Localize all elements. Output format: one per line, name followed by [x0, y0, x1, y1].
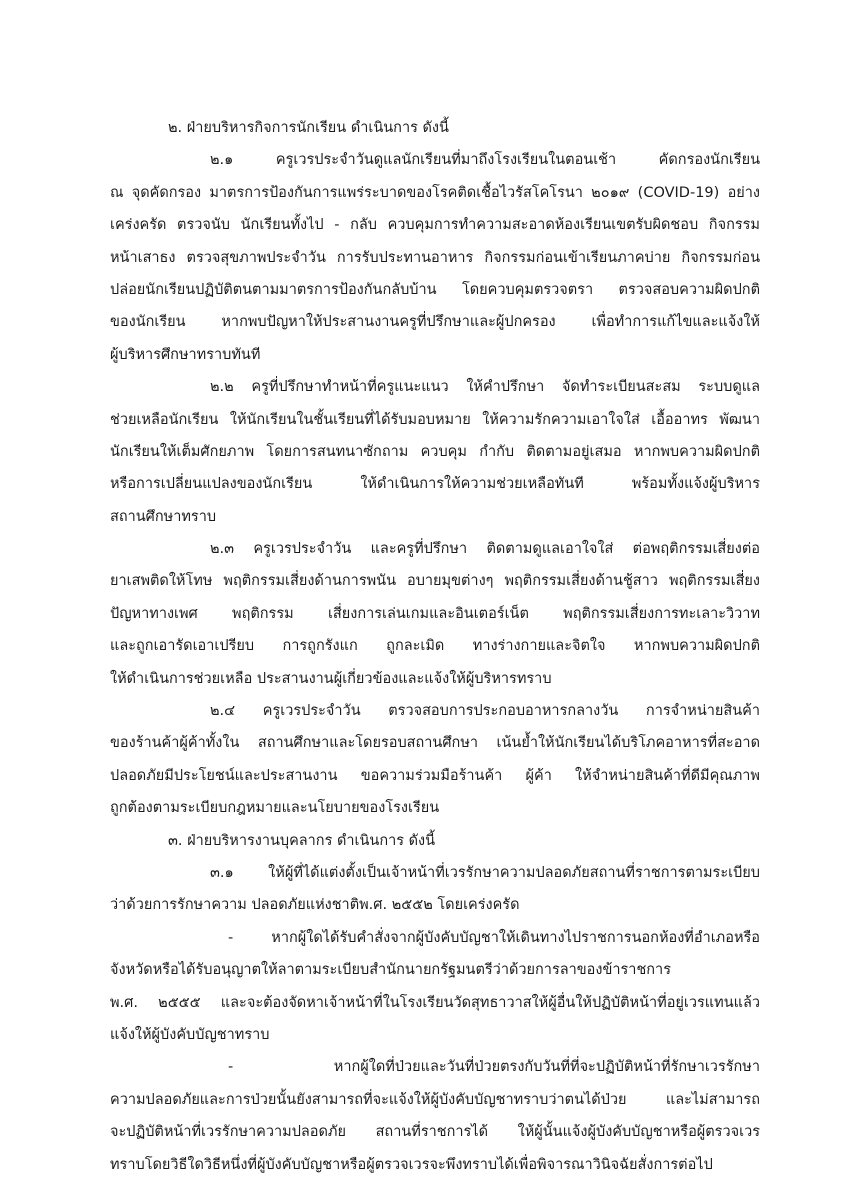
paragraph-line: และถูกเอารัดเอาเปรียบ การถูกรังแก ถูกละเมิด ทางร่างกายและจิตใจ หากพบความผิดปกติ [110, 638, 760, 655]
paragraph-line: ความปลอดภัยและการป่วยนั้นยังสามารถที่จะแจ้งให้ผู้บังคับบัญชาทราบว่าตนได้ป่วย และไม่สามารถ [110, 1091, 760, 1108]
paragraph-line: ช่วยเหลือนักเรียน ให้นักเรียนในชั้นเรียนที่ได้รับมอบหมาย ให้ความรักความเอาใจใส่ เอื้ออาทร พัฒนา [110, 411, 760, 428]
paragraph-line: หรือการเปลี่ยนแปลงของนักเรียน ให้ดำเนินการให้ความช่วยเหลือทันที พร้อมทั้งแจ้งผู้บริหาร [110, 476, 760, 493]
paragraph-line: ยาเสพติดให้โทษ พฤติกรรมเสี่ยงด้านการพนัน อบายมุขต่างๆ พฤติกรรมเสี่ยงด้านชู้สาว พฤติกรรมเสี่ยง [110, 573, 760, 590]
paragraph-line: หน้าเสาธง ตรวจสุขภาพประจำวัน การรับประทานอาหาร กิจกรรมก่อนเข้าเรียนภาคบ่าย กิจกรรมก่อน [110, 249, 760, 266]
section-2-heading: ๒. ฝ่ายบริหารกิจการนักเรียน ดำเนินการ ดังนี้ [168, 120, 449, 136]
paragraph-line: ๒.๔ ครูเวรประจำวัน ตรวจสอบการประกอบอาหารกลางวัน การจำหน่ายสินค้า [210, 703, 760, 720]
paragraph-line: - หากผู้ใดได้รับคำสั่งจากผู้บังคับบัญชาให้เดินทางไปราชการนอกห้องที่อำเภอหรือ [228, 929, 760, 946]
paragraph-line: ทราบโดยวิธีใดวิธีหนึ่งที่ผู้บังคับบัญชาหรือผู้ตรวจเวรจะพึงทราบได้เพื่อพิจารณาวินิจฉัยสั่งการต่อไป [110, 1156, 713, 1173]
paragraph-line: ๒.๓ ครูเวรประจำวัน และครูที่ปรึกษา ติดตามดูแลเอาใจใส่ ต่อพฤติกรรมเสี่ยงต่อ [210, 541, 760, 558]
section-3-heading: ๓. ฝ่ายบริหารงานบุคลากร ดำเนินการ ดังนี้ [168, 832, 436, 849]
paragraph-line: สถานศึกษาทราบ [110, 508, 217, 525]
paragraph-line: ๓.๑ ให้ผู้ที่ได้แต่งตั้งเป็นเจ้าหน้าที่เวรรักษาความปลอดภัยสถานที่ราชการตามระเบียบ [210, 864, 760, 881]
paragraph-line: ให้ดำเนินการช่วยเหลือ ประสานงานผู้เกี่ยวข้องและแจ้งให้ผู้บริหารทราบ [110, 670, 552, 687]
paragraph-line: นักเรียนให้เต็มศักยภาพ โดยการสนทนาซักถาม ควบคุม กำกับ ติดตามอยู่เสมอ หากพบความผิดปกติ [110, 443, 760, 460]
paragraph-line: ของนักเรียน หากพบปัญหาให้ประสานงานครูที่ปรึกษาและผู้ปกครอง เพื่อทำการแก้ไขและแจ้งให้ [110, 314, 760, 331]
paragraph-line: ๒.๒ ครูที่ปรึกษาทำหน้าที่ครูแนะแนว ให้คำปรึกษา จัดทำระเบียนสะสม ระบบดูแล [210, 379, 760, 396]
document-body [110, 112, 760, 1181]
paragraph-line: จะปฏิบัติหน้าที่เวรรักษาความปลอดภัย สถานที่ราชการได้ ให้ผู้นั้นแจ้งผู้บังคับบัญชาหรือผู้ตรวจเวร [110, 1124, 760, 1141]
paragraph-line: ณ จุดคัดกรอง มาตรการป้องกันการแพร่ระบาดของโรคติดเชื้อไวรัสโคโรนา ๒๐๑๙ (COVID-19) อย่าง [110, 184, 760, 201]
paragraph-line: ของร้านค้าผู้ค้าทั้งใน สถานศึกษาและโดยรอบสถานศึกษา เน้นย้ำให้นักเรียนได้บริโภคอาหารที่สะอาด [110, 735, 760, 752]
paragraph-line: เคร่งครัด ตรวจนับ นักเรียนทั้งไป - กลับ ควบคุมการทำความสะอาดห้องเรียนเขตรับผิดชอบ กิจกรรม [110, 217, 760, 234]
paragraph-line: ผู้บริหารศึกษาทราบทันที [110, 346, 261, 363]
paragraph-line: ว่าด้วยการรักษาความ ปลอดภัยแห่งชาติพ.ศ. ๒๕๕๒ โดยเคร่งครัด [110, 897, 520, 914]
paragraph-line: ถูกต้องตามระเบียบกฎหมายและนโยบายของโรงเรียน [110, 800, 440, 817]
paragraph-line: จังหวัดหรือได้รับอนุญาตให้ลาตามระเบียบสำนักนายกรัฐมนตรีว่าด้วยการลาของข้าราชการ [110, 962, 671, 979]
paragraph-line: พ.ศ. ๒๕๕๕ และจะต้องจัดหาเจ้าหน้าที่ในโรงเรียนวัดสุทธาวาสให้ผู้อื่นให้ปฏิบัติหน้าที่อยู่เวรแทนแล้ว [110, 994, 760, 1011]
paragraph-line: ปัญหาทางเพศ พฤติกรรม เสี่ยงการเล่นเกมและอินเตอร์เน็ต พฤติกรรมเสี่ยงการทะเลาะวิวาท [110, 605, 760, 622]
paragraph-line: - หากผู้ใดที่ป่วยและวันที่ป่วยตรงกับวันที่ที่จะปฏิบัติหน้าที่รักษาเวรรักษา [228, 1059, 760, 1076]
paragraph-line: ปล่อยนักเรียนปฏิบัติตนตามมาตรการป้องกันกลับบ้าน โดยควบคุมตรวจตรา ตรวจสอบความผิดปกติ [110, 281, 760, 298]
paragraph-line: แจ้งให้ผู้บังคับบัญชาทราบ [110, 1026, 270, 1043]
paragraph-line: ปลอดภัยมีประโยชน์และประสานงาน ขอความร่วมมือร้านค้า ผู้ค้า ให้จำหน่ายสินค้าที่ดีมีคุณภาพ [110, 767, 760, 784]
paragraph-line: ๒.๑ ครูเวรประจำวันดูแลนักเรียนที่มาถึงโรงเรียนในตอนเช้า คัดกรองนักเรียน [210, 152, 760, 169]
